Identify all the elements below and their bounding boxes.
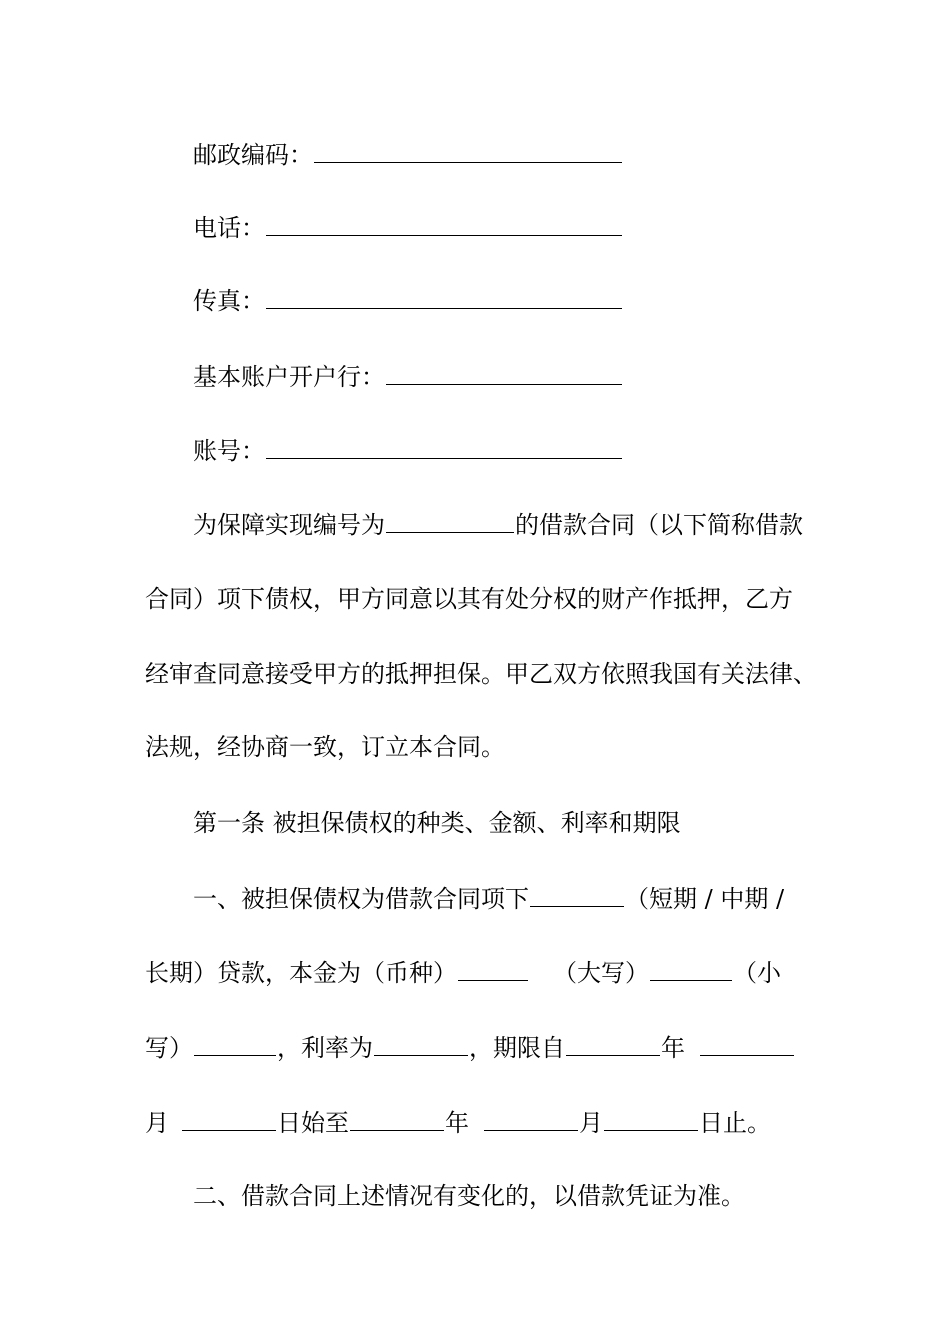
clause-1-text-a: 一、被担保债权为借款合同项下 <box>193 885 529 913</box>
clause-2-text: 二、借款合同上述情况有变化的，以借款凭证为准。 <box>193 1182 745 1210</box>
preamble-text-3: 经审查同意接受甲方的抵押担保。甲乙双方依照我国有关法律、 <box>145 660 817 688</box>
postcode-blank[interactable] <box>314 138 622 163</box>
start-day-blank[interactable] <box>182 1106 276 1131</box>
clause-1-line-4 <box>145 1106 825 1139</box>
clause-1-text-g: ，利率为 <box>277 1034 373 1062</box>
end-year-blank[interactable] <box>350 1106 444 1131</box>
clause-1-line-2 <box>145 956 825 989</box>
currency-blank[interactable] <box>458 956 528 981</box>
contract-number-blank[interactable] <box>386 508 514 533</box>
clause-1-text-i: 年 <box>661 1034 685 1062</box>
fax-label: 传真： <box>193 287 265 315</box>
start-month-blank[interactable] <box>700 1031 794 1056</box>
postcode-label: 邮政编码： <box>193 141 313 169</box>
amount-numeric-blank[interactable] <box>194 1031 276 1056</box>
clause-1-text-k: 日始至 <box>277 1109 349 1137</box>
clause-1-text-m: 月 <box>579 1109 603 1137</box>
account-blank[interactable] <box>266 434 622 459</box>
preamble-line-2 <box>145 583 825 615</box>
clause-1-text-c: 长期）贷款，本金为（币种） <box>145 959 457 987</box>
phone-line <box>145 211 825 244</box>
clause-1-text-h: ，期限自 <box>469 1034 565 1062</box>
clause-1-text-f: 写） <box>145 1034 193 1062</box>
clause-1-text-j: 月 <box>145 1109 169 1137</box>
interest-rate-blank[interactable] <box>374 1031 468 1056</box>
preamble-text-1b: 的借款合同（以下简称借款 <box>515 511 803 539</box>
clause-1-text-b: （短期 / 中期 / <box>625 885 785 913</box>
clause-2-line <box>145 1180 825 1212</box>
preamble-line-4 <box>145 731 825 763</box>
amount-uppercase-blank[interactable] <box>650 956 732 981</box>
article-1-heading-text: 第一条 被担保债权的种类、金额、利率和期限 <box>193 809 681 837</box>
bank-blank[interactable] <box>386 360 622 385</box>
fax-line <box>145 284 825 317</box>
preamble-line-1 <box>145 508 825 541</box>
preamble-text-4: 法规，经协商一致，订立本合同。 <box>145 733 505 761</box>
fax-blank[interactable] <box>266 284 622 309</box>
clause-1-line-1 <box>145 882 825 915</box>
clause-1-text-l: 年 <box>445 1109 469 1137</box>
start-year-blank[interactable] <box>566 1031 660 1056</box>
phone-blank[interactable] <box>266 211 622 236</box>
end-month-blank[interactable] <box>484 1106 578 1131</box>
clause-1-text-e: （小 <box>733 959 781 987</box>
preamble-text-1a: 为保障实现编号为 <box>193 511 385 539</box>
phone-label: 电话： <box>193 214 265 242</box>
end-day-blank[interactable] <box>604 1106 698 1131</box>
account-line <box>145 434 825 467</box>
loan-term-type-blank[interactable] <box>530 882 624 907</box>
preamble-text-2: 合同）项下债权，甲方同意以其有处分权的财产作抵押，乙方 <box>145 585 793 613</box>
postcode-line <box>145 138 825 171</box>
article-1-heading <box>145 807 825 839</box>
bank-line <box>145 360 825 393</box>
clause-1-line-3 <box>145 1031 825 1064</box>
bank-label: 基本账户开户行： <box>193 363 385 391</box>
account-label: 账号： <box>193 437 265 465</box>
clause-1-text-n: 日止。 <box>699 1109 771 1137</box>
preamble-line-3 <box>145 658 825 690</box>
clause-1-text-d: （大写） <box>553 959 649 987</box>
